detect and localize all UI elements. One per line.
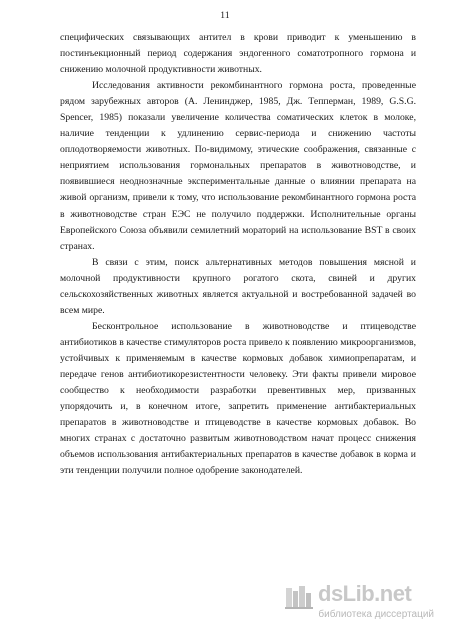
watermark-brand: dsLib.net: [318, 581, 412, 606]
stacked-books-icon: [284, 585, 314, 609]
body-text: [60, 30, 416, 479]
paragraph-antibiotics: Бесконтрольное использование в животноводстве и птицеводстве антибиотиков в качестве стимуляторов роста привело к появлению микроорганизмов, устойчивых к применяемым в качестве кормовых добавок химиопрепаратам, и передаче генов антибиотикорезистентности человеку. Эти факты привели мировое сообщество к необходимости разработки превентивных мер, призванных упорядочить и, в конечном итоге, запретить применение антибактериальных препаратов в животноводстве и птицеводстве в качестве кормовых добавок. Во многих странах с достаточно развитым животноводством начат процесс снижения объемов использования антибактериальных препаратов в качестве добавок в корма и эти тенденции получили полное одобрение законодателей.: [60, 320, 416, 477]
dslib-watermark: [284, 581, 434, 625]
watermark-subtitle: библиотека диссертаций: [318, 609, 434, 620]
page-number: 11: [220, 11, 230, 21]
paragraph-continuation: специфических связывающих антител в крови приводит к уменьшению в постинъекционный период содержания эндогенного соматотропного гормона и снижению молочной продуктивности животных.: [60, 32, 416, 76]
paragraph-alternative-methods: В связи с этим, поиск альтернативных методов повышения мясной и молочной продуктивности крупного рогатого скота, свиней и других сельскохозяйственных животных является актуальной и востребованной задачей во всем мире.: [60, 256, 416, 316]
paragraph-hormone-research: Исследования активности рекомбинантного гормона роста, проведенные рядом зарубежных авторов (А. Ленинджер, 1985, Дж. Тепперман, 1989, G.S.G. Spencer, 1985) показали увеличение количества соматических клеток в молоке, наличие тенденции к удлинению сервис-периода и снижению частоты оплодотворяемости животных. По-видимому, этические соображения, связанные с неприятием использования гормональных препаратов в животноводстве, и появившиеся неоднозначные экспериментальные данные о влиянии препарата на живой организм, привели к тому, что использование рекомбинантного гормона роста в животноводстве стран ЕЭС не получило поддержки. Исполнительные органы Европейского Союза объявили семилетний мораторий на использование BST в своих странах.: [60, 80, 416, 252]
